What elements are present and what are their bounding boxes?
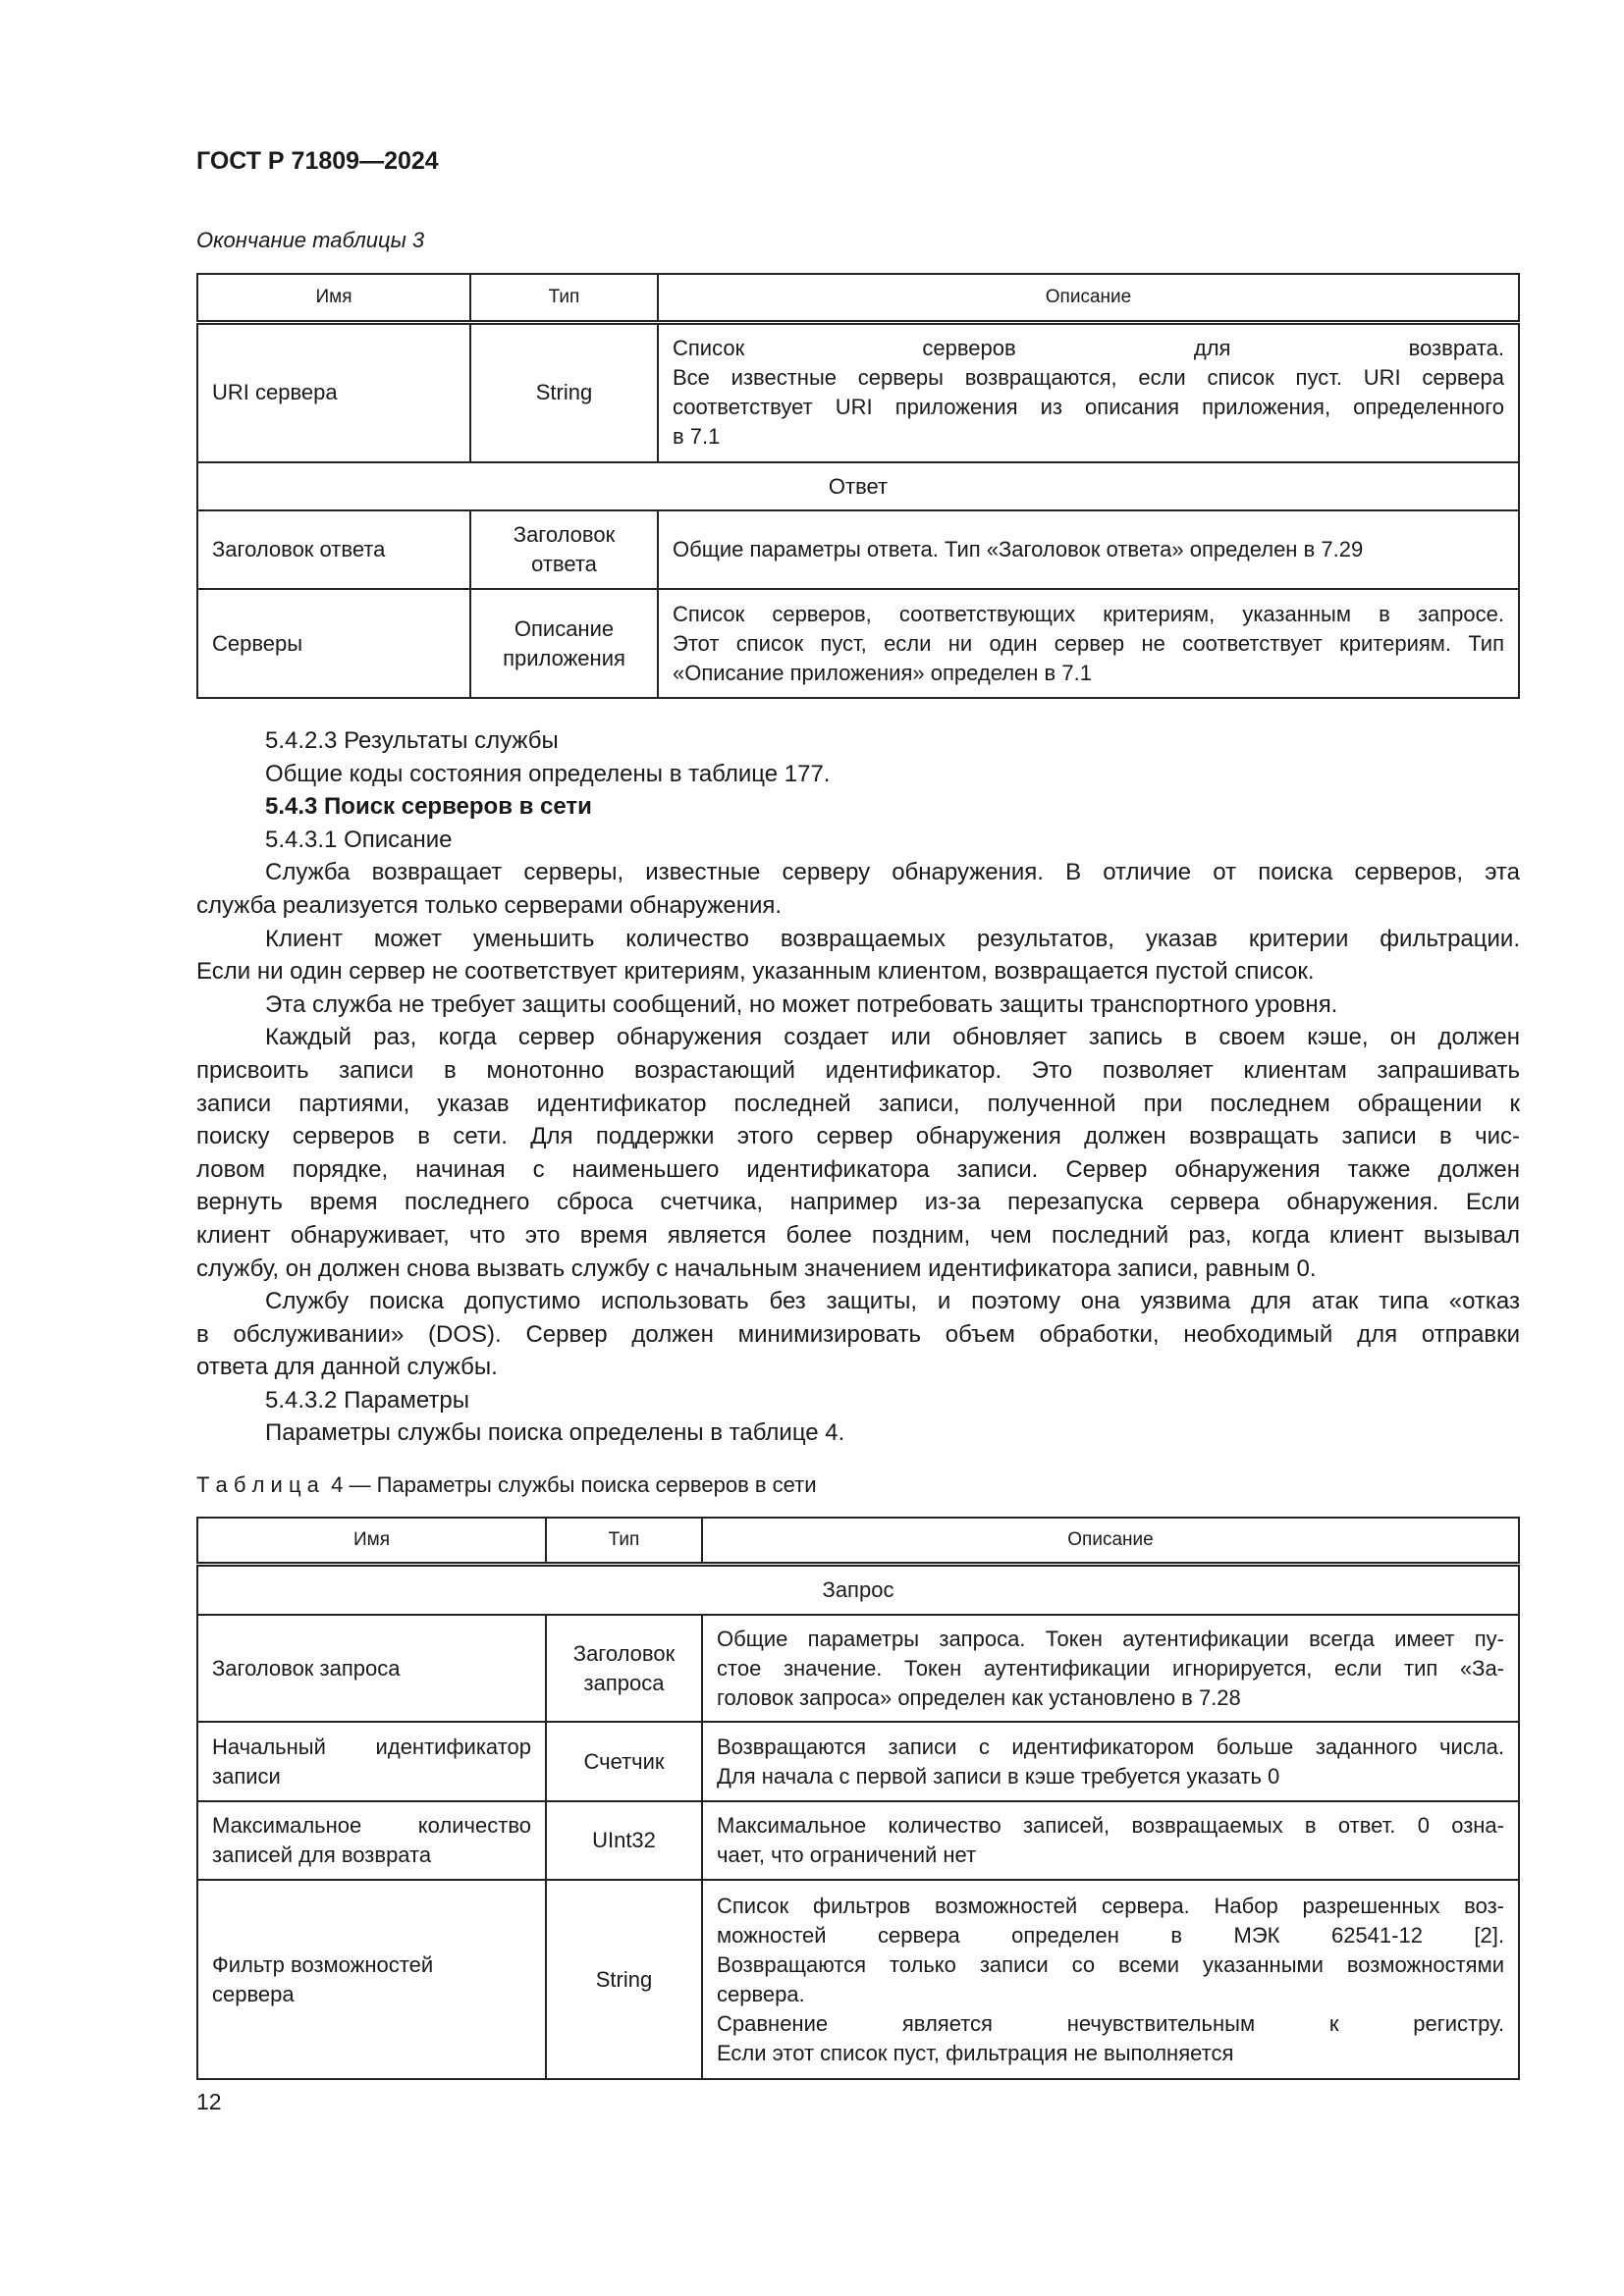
body-text (196, 724, 1520, 1450)
cell-text-line: String (535, 380, 593, 405)
table-4-caption: Т а б л и ц а 4 — Параметры службы поиска серверов в сети (196, 1472, 817, 1497)
column-header: Тип (470, 274, 658, 322)
column-header: Описание (658, 274, 1519, 322)
text-line: Каждый раз, когда сервер обнаружения создает или обновляет запись в своем кэше, он должен (265, 1024, 1520, 1051)
paragraph (196, 1416, 1520, 1450)
table-3 (196, 273, 1520, 699)
header-row (197, 274, 1519, 322)
paragraph (196, 790, 1520, 824)
text-line: служба реализуется только серверами обнаружения. (196, 891, 783, 919)
param-type (546, 1880, 702, 2079)
cell-text-line: Список серверов для возврата. (673, 336, 1504, 361)
param-name (197, 1801, 546, 1880)
document-title: ГОСТ Р 71809—2024 (196, 147, 439, 175)
param-name (197, 322, 470, 462)
param-description (702, 1722, 1519, 1801)
cell-text-line: Фильтр возможностей (212, 1951, 434, 1977)
text-line: 5.4.3.1 Описание (265, 826, 453, 853)
text-line: Параметры службы поиска определены в таблице 4. (265, 1419, 845, 1447)
param-type (470, 510, 658, 589)
param-description (658, 322, 1519, 462)
cell-text-line: Начальный идентификатор (212, 1734, 531, 1759)
text-line: в обслуживании» (DOS). Сервер должен минимизировать объем обработки, необходимый для отправки (196, 1320, 1520, 1348)
paragraph (196, 1285, 1520, 1384)
cell-text-line: Максимальное количество записей, возвращаемых в ответ. 0 озна- (717, 1813, 1504, 1838)
param-name (197, 510, 470, 589)
section-row (197, 462, 1519, 510)
cell-text-line: URI сервера (212, 380, 338, 405)
param-description (702, 1880, 1519, 2079)
column-header: Тип (546, 1518, 702, 1564)
text-line: присвоить записи в монотонно возрастающий идентификатор. Это позволяет клиентам запрашивать (196, 1056, 1520, 1084)
section-label: Запрос (197, 1564, 1519, 1615)
table-row (197, 1722, 1519, 1801)
cell-text-line: UInt32 (592, 1828, 656, 1852)
table-row (197, 322, 1519, 462)
paragraph (196, 824, 1520, 857)
section-label: Ответ (197, 462, 1519, 510)
table-row (197, 510, 1519, 589)
table-row (197, 1615, 1519, 1722)
cell-text-line: приложения (503, 645, 625, 670)
column-header: Имя (197, 1518, 546, 1564)
text-line: клиент обнаруживает, что это время является более поздним, чем последний раз, когда клиент вызывал (196, 1221, 1520, 1249)
cell-text-line: в 7.1 (673, 424, 721, 450)
cell-text-line: Заголовок ответа (212, 537, 386, 561)
text-line: Службу поиска допустимо использовать без защиты, и поэтому она уязвима для атак типа «отказ (265, 1288, 1520, 1315)
cell-text-line: Возвращаются записи с идентификатором больше заданного числа. (717, 1734, 1504, 1759)
table-row (197, 1801, 1519, 1880)
paragraph (196, 923, 1520, 988)
cell-text-line: Серверы (212, 630, 303, 656)
cell-text-line: стое значение. Токен аутентификации игнорируется, если тип «За- (717, 1655, 1504, 1681)
text-line: вернуть время последнего сброса счетчика, например из-за перезапуска сервера обнаружения. Если (196, 1189, 1520, 1216)
cell-text-line: «Описание приложения» определен в 7.1 (673, 660, 1092, 685)
text-line: ответа для данной службы. (196, 1354, 498, 1381)
cell-text-line: Для начала с первой записи в кэше требуется указать 0 (717, 1763, 1280, 1789)
cell-text-line: записи (212, 1763, 281, 1789)
column-header: Имя (197, 274, 470, 322)
section-row (197, 1564, 1519, 1615)
param-description (658, 510, 1519, 589)
paragraph (196, 1021, 1520, 1285)
text-line: Общие коды состояния определены в таблице 177. (265, 760, 831, 787)
text-line: 5.4.3.2 Параметры (265, 1386, 469, 1414)
column-header: Описание (702, 1518, 1519, 1564)
paragraph (196, 758, 1520, 791)
text-line: Служба возвращает серверы, известные серверу обнаружения. В отличие от поиска серверов, эта (265, 859, 1520, 886)
cell-text-line: головок запроса» определен как установлено в 7.28 (717, 1684, 1241, 1710)
cell-text-line: Общие параметры запроса. Токен аутентификации всегда имеет пу- (717, 1626, 1504, 1651)
text-line: 5.4.2.3 Результаты службы (265, 727, 559, 754)
cell-text-line: можностей сервера определен в МЭК 62541-12 [2]. (717, 1922, 1504, 1948)
cell-text-line: Заголовок запроса (212, 1655, 401, 1681)
table-4 (196, 1517, 1520, 2080)
cell-text-line: соответствует URI приложения из описания приложения, определенного (673, 395, 1504, 420)
param-name (197, 589, 470, 698)
cell-text-line: Список серверов, соответствующих критериям, указанным в запросе. (673, 601, 1504, 626)
table-row (197, 1880, 1519, 2079)
text-line: 5.4.3 Поиск серверов в сети (265, 793, 592, 821)
param-description (702, 1615, 1519, 1722)
paragraph (196, 988, 1520, 1022)
param-description (658, 589, 1519, 698)
cell-text-line: ответа (531, 552, 597, 576)
text-line: записи партиями, указав идентификатор последней записи, полученной при последнем обращении к (196, 1090, 1520, 1117)
text-line: службу, он должен снова вызвать службу с начальным значением идентификатора записи, равным 0. (196, 1255, 1317, 1282)
text-line: поиску серверов в сети. Для поддержки этого сервер обнаружения должен возвращать записи в чис- (196, 1123, 1520, 1150)
cell-text-line: Этот список пуст, если ни один сервер не соответствует критериям. Тип (673, 630, 1504, 656)
cell-text-line: Общие параметры ответа. Тип «Заголовок ответа» определен в 7.29 (673, 537, 1364, 561)
param-type (546, 1722, 702, 1801)
cell-text-line: записей для возврата (212, 1842, 432, 1867)
text-line: Клиент может уменьшить количество возвращаемых результатов, указав критерии фильтрации. (265, 925, 1520, 952)
cell-text-line: Список фильтров возможностей сервера. Набор разрешенных воз- (717, 1893, 1504, 1918)
cell-text-line: Если этот список пуст, фильтрация не выполняется (717, 2040, 1234, 2065)
header-row (197, 1518, 1519, 1564)
param-name (197, 1615, 546, 1722)
text-line: Эта служба не требует защиты сообщений, но может потребовать защиты транспортного уровня. (265, 990, 1338, 1018)
cell-text-line: сервера (212, 1981, 295, 2006)
param-description (702, 1801, 1519, 1880)
param-name (197, 1722, 546, 1801)
cell-text-line: Максимальное количество (212, 1813, 531, 1838)
table-continuation-caption: Окончание таблицы 3 (196, 228, 425, 252)
param-type (470, 589, 658, 698)
cell-text-line: Заголовок (513, 522, 616, 547)
text-line: Если ни один сервер не соответствует критериям, указанным клиентом, возвращается пустой список. (196, 958, 1315, 986)
text-line: ловом порядке, начиная с наименьшего идентификатора записи. Сервер обнаружения также должен (196, 1155, 1520, 1183)
paragraph (196, 1384, 1520, 1417)
cell-text-line: Все известные серверы возвращаются, если список пуст. URI сервера (673, 365, 1504, 391)
page-number: 12 (196, 2089, 222, 2114)
paragraph (196, 856, 1520, 922)
cell-text-line: Возвращаются только записи со всеми указанными возможностями (717, 1951, 1504, 1977)
param-type (470, 322, 658, 462)
table-row (197, 589, 1519, 698)
cell-text-line: Сравнение является нечувствительным к регистру. (717, 2010, 1504, 2036)
param-name (197, 1880, 546, 2079)
paragraph (196, 724, 1520, 758)
cell-text-line: Счетчик (583, 1748, 665, 1774)
cell-text-line: сервера. (717, 1981, 805, 2006)
param-type (546, 1615, 702, 1722)
param-type (546, 1801, 702, 1880)
cell-text-line: чает, что ограничений нет (717, 1842, 977, 1867)
cell-text-line: Заголовок (572, 1640, 676, 1666)
cell-text-line: Описание (514, 615, 615, 641)
cell-text-line: String (595, 1966, 653, 1992)
cell-text-line: запроса (583, 1670, 665, 1695)
